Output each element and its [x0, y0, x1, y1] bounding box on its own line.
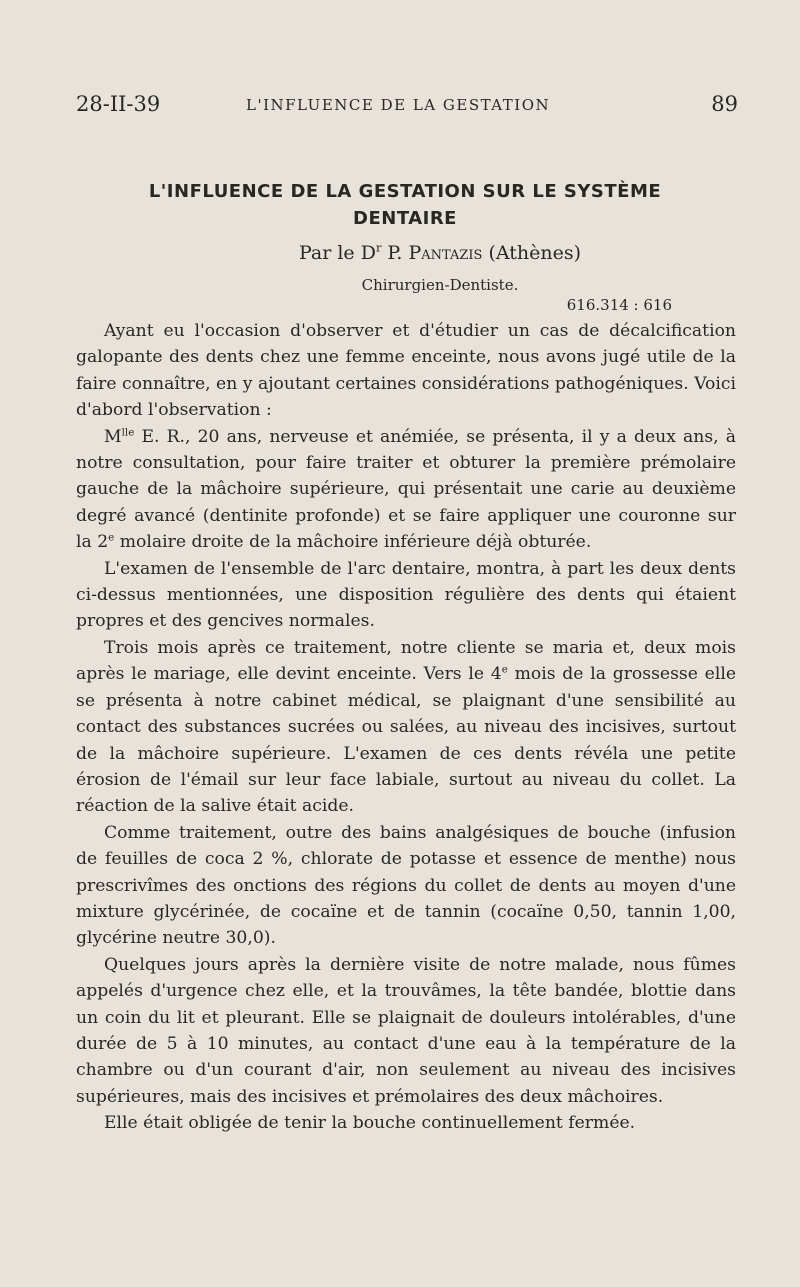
article-body	[76, 318, 736, 1137]
header-date: 28-II-39	[76, 92, 161, 116]
article-title	[70, 178, 740, 232]
paragraph-3: L'examen de l'ensemble de l'arc dentaire, montra, à part les deux dents ci-dessus mentionnées, une disposition régulière des dents qui étaient propres et des gencives normales.	[76, 558, 736, 632]
page-number: 89	[711, 92, 738, 116]
p4-sup: e	[501, 663, 508, 676]
paragraph-7: Elle était obligée de tenir la bouche continuellement fermée.	[104, 1113, 636, 1134]
paragraph-4	[76, 635, 736, 820]
byline-sup: r	[375, 240, 382, 255]
running-title: L'INFLUENCE DE LA GESTATION	[246, 96, 551, 114]
p4-part-b: mois de la grossesse elle se présenta à notre cabinet médical, se plaignant d'une sensibilité au contact des substances sucrées ou salées, au niveau des incisives, surtout de la mâchoire supérieure. L'examen de ces dents révéla une petite érosion de l'émail sur leur face labiale, surtout au niveau du collet. La réaction de la salive était acide.	[76, 664, 736, 817]
p2-part-c: molaire droite de la mâchoire inférieure déjà obturée.	[114, 532, 592, 553]
classification-code: 616.314 : 616	[566, 296, 672, 314]
p2-part-b: E. R., 20 ans, nerveuse et anémiée, se présenta, il y a deux ans, à notre consultation, pour faire traiter et obturer la première prémolaire gauche de la mâchoire supérieure, qui présentait une carie au deuxième degré avancé (dentinite profonde) et se faire appliquer une couronne sur la 2	[76, 426, 736, 553]
byline-initial: P.	[381, 242, 409, 264]
affiliation: Chirurgien-Dentiste.	[361, 276, 519, 294]
title-line-2: DENTAIRE	[353, 208, 457, 229]
p4-part-a: Trois mois après ce traitement, notre cliente se maria et, deux mois après le mariage, elle devint enceinte. Vers le 4	[76, 637, 736, 685]
paragraph-5: Comme traitement, outre des bains analgésiques de bouche (infusion de feuilles de coca 2 %, chlorate de potasse et essence de menthe) nous prescrivîmes des onctions des régions du collet de dents au moyen d'une mixture glycérinée, de cocaïne et de tannin (cocaïne 0,50, tannin 1,00, glycérine neutre 30,0).	[76, 822, 736, 949]
running-head	[76, 92, 738, 122]
paragraph-1: Ayant eu l'occasion d'observer et d'étudier un cas de décalcification galopante des dents chez une femme enceinte, nous avons jugé utile de la faire connaître, en y ajoutant certaines considérations pathogéniques. Voici d'abord l'observation :	[76, 321, 736, 421]
p2-sup: lle	[121, 425, 135, 438]
byline-suffix: (Athènes)	[482, 242, 582, 264]
p2-sup-2: e	[108, 531, 115, 544]
author-name: Pantazis	[408, 242, 483, 264]
byline-prefix: Par le D	[298, 242, 376, 264]
paragraph-2	[76, 424, 736, 556]
byline	[140, 242, 740, 264]
title-line-1: L'INFLUENCE DE LA GESTATION SUR LE SYSTÈME	[148, 181, 662, 202]
paragraph-6: Quelques jours après la dernière visite de notre malade, nous fûmes appelés d'urgence chez elle, et la trouvâmes, la tête bandée, blottie dans un coin du lit et pleurant. Elle se plaignait de douleurs intolérables, d'une durée de 5 à 10 minutes, au contact d'une eau à la température de la chambre ou d'un courant d'air, non seulement au niveau des incisives supérieures, mais des incisives et prémolaires des deux mâchoires.	[76, 954, 736, 1107]
p2-part-a: M	[104, 426, 122, 447]
